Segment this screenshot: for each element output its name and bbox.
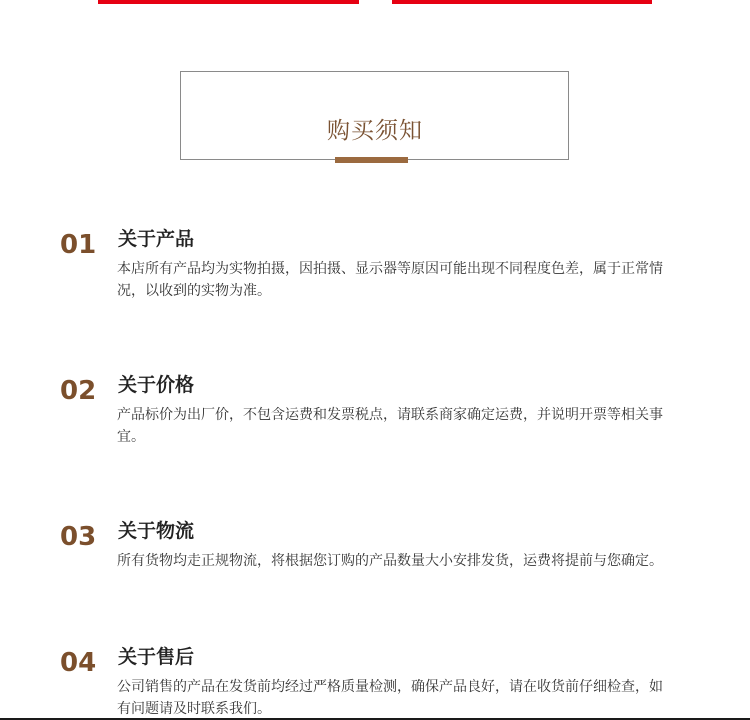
section-heading: 关于产品 — [118, 228, 195, 250]
title-underline — [335, 157, 408, 163]
section-body: 本店所有产品均为实物拍摄，因拍摄、显示器等原因可能出现不同程度色差，属于正常情况，以收到的实物为准。 — [117, 261, 663, 299]
page-title: 购买须知 — [327, 118, 423, 144]
section-number: 02 — [60, 376, 97, 406]
top-red-bar-right — [392, 0, 652, 4]
section-number: 01 — [60, 230, 97, 260]
section-number: 03 — [60, 522, 97, 552]
section-body: 公司销售的产品在发货前均经过严格质量检测，确保产品良好，请在收货前仔细检查，如有问题请及时联系我们。 — [117, 679, 663, 717]
section-heading: 关于售后 — [118, 646, 195, 668]
section-heading: 关于价格 — [118, 374, 195, 396]
section-body: 所有货物均走正规物流，将根据您订购的产品数量大小安排发货，运费将提前与您确定。 — [117, 553, 663, 569]
section-number: 04 — [60, 648, 97, 678]
section-body: 产品标价为出厂价，不包含运费和发票税点，请联系商家确定运费，并说明开票等相关事宜。 — [117, 407, 663, 445]
top-red-bar-left — [98, 0, 359, 4]
section-heading: 关于物流 — [118, 520, 195, 542]
